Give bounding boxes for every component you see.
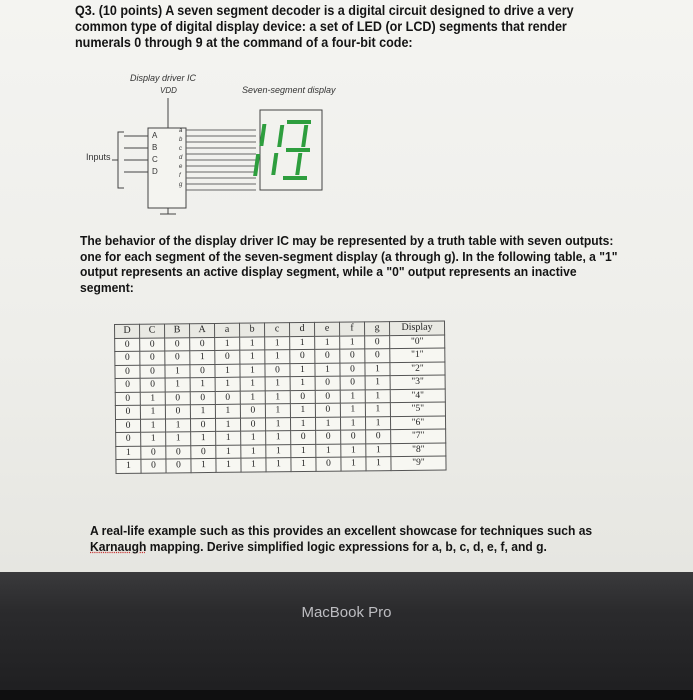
table-cell: 0 xyxy=(116,432,141,446)
table-cell: 1 xyxy=(290,376,315,390)
table-cell: 1 xyxy=(290,336,315,350)
table-cell: 0 xyxy=(190,418,215,432)
table-cell: 1 xyxy=(315,336,340,350)
table-cell: 1 xyxy=(165,378,190,392)
laptop-bezel xyxy=(0,572,693,700)
closing-text-before: A real-life example such as this provides an excellent showcase for techniques such as xyxy=(90,523,593,538)
laptop-bottom-edge xyxy=(0,690,693,700)
table-cell: 0 xyxy=(115,392,140,406)
segment-d xyxy=(283,176,307,180)
header-cell: c xyxy=(264,323,289,337)
behavior-paragraph: The behavior of the display driver IC may be represented by a truth table with seven outputs: one for each segment of the seven-segment display (a through g). In the following table, a "1" output represents an active display segment, while a "0" output represents an inactive segment: xyxy=(80,233,618,295)
table-cell: 1 xyxy=(191,458,216,472)
segment-g xyxy=(286,148,310,152)
table-cell: "6" xyxy=(390,416,445,430)
vdd-label: VDD xyxy=(160,86,177,95)
table-cell: 0 xyxy=(190,364,215,378)
table-cell: 0 xyxy=(290,349,315,363)
table-cell: 1 xyxy=(215,337,240,351)
table-cell: 1 xyxy=(365,416,390,430)
table-cell: "8" xyxy=(391,443,446,457)
table-cell: 1 xyxy=(165,364,190,378)
pin-d-label: D xyxy=(152,167,158,176)
table-cell: 1 xyxy=(240,336,265,350)
table-cell: 1 xyxy=(340,403,365,417)
table-cell: 0 xyxy=(315,403,340,417)
table-cell: 1 xyxy=(190,377,215,391)
table-cell: 0 xyxy=(315,349,340,363)
out-pin-e: e xyxy=(179,164,183,170)
schematic-svg xyxy=(80,70,380,220)
table-cell: 1 xyxy=(266,431,291,445)
table-cell: 1 xyxy=(190,404,215,418)
header-cell: C xyxy=(140,324,165,338)
table-cell: 1 xyxy=(240,390,265,404)
input-brace xyxy=(112,132,124,188)
table-cell: 0 xyxy=(190,391,215,405)
table-cell: 1 xyxy=(215,418,240,432)
table-cell: 1 xyxy=(191,431,216,445)
table-cell: 1 xyxy=(240,350,265,364)
table-cell: 0 xyxy=(215,391,240,405)
table-cell: 0 xyxy=(140,337,165,351)
table-cell: "5" xyxy=(390,402,445,416)
table-cell: 1 xyxy=(216,458,241,472)
table-cell: 1 xyxy=(215,377,240,391)
table-cell: 1 xyxy=(216,431,241,445)
table-cell: 1 xyxy=(265,377,290,391)
table-cell: 0 xyxy=(316,457,341,471)
table-row xyxy=(116,456,446,473)
table-cell: 0 xyxy=(265,363,290,377)
table-cell: 0 xyxy=(165,405,190,419)
table-cell: 1 xyxy=(190,350,215,364)
table-cell: 0 xyxy=(115,365,140,379)
header-cell: d xyxy=(289,322,314,336)
closing-text-after: mapping. Derive simplified logic expressions for a, b, c, d, e, f, and g. xyxy=(146,538,547,554)
table-cell: 1 xyxy=(366,457,391,471)
out-pin-f: f xyxy=(179,173,181,179)
table-cell: 1 xyxy=(265,404,290,418)
table-cell: 0 xyxy=(191,445,216,459)
table-cell: 1 xyxy=(266,458,291,472)
table-cell: 1 xyxy=(265,336,290,350)
out-pin-g: g xyxy=(179,182,183,188)
table-cell: 0 xyxy=(341,430,366,444)
table-cell: 1 xyxy=(166,432,191,446)
header-cell: b xyxy=(239,323,264,337)
karnaugh-word: Karnaugh xyxy=(90,538,147,554)
table-cell: 1 xyxy=(240,377,265,391)
table-cell: 1 xyxy=(341,443,366,457)
driver-label: Display driver IC xyxy=(130,73,197,83)
table-cell: 1 xyxy=(316,444,341,458)
table-cell: 0 xyxy=(291,430,316,444)
table-cell: 1 xyxy=(365,389,390,403)
table-cell: 1 xyxy=(291,457,316,471)
table-cell: 1 xyxy=(215,404,240,418)
inputs-label: Inputs xyxy=(86,152,111,162)
header-cell: g xyxy=(364,322,389,336)
display-label: Seven-segment display xyxy=(242,85,336,95)
table-cell: 1 xyxy=(240,363,265,377)
table-cell: "0" xyxy=(390,335,445,349)
segment-a xyxy=(287,120,311,124)
table-cell: 0 xyxy=(115,378,140,392)
table-cell: "4" xyxy=(390,389,445,403)
table-cell: 0 xyxy=(365,349,390,363)
table-cell: 0 xyxy=(290,390,315,404)
table-cell: 1 xyxy=(340,389,365,403)
table-cell: 0 xyxy=(165,337,190,351)
table-cell: 1 xyxy=(140,418,165,432)
macbook-logo-text: MacBook Pro xyxy=(301,604,392,621)
table-cell: 1 xyxy=(265,417,290,431)
table-cell: 1 xyxy=(116,459,141,473)
table-cell: 0 xyxy=(165,391,190,405)
pin-c-label: C xyxy=(152,155,158,164)
table-cell: 1 xyxy=(165,418,190,432)
table-cell: 0 xyxy=(140,378,165,392)
table-cell: 1 xyxy=(365,362,390,376)
out-pin-c: c xyxy=(179,146,182,152)
pin-b-label: B xyxy=(152,143,158,152)
table-cell: 1 xyxy=(315,363,340,377)
table-cell: 1 xyxy=(315,417,340,431)
header-cell: f xyxy=(339,322,364,336)
table-cell: 0 xyxy=(141,459,166,473)
table-cell: 1 xyxy=(366,443,391,457)
table-cell: 1 xyxy=(216,445,241,459)
table-cell: 0 xyxy=(165,351,190,365)
table-cell: 0 xyxy=(316,430,341,444)
out-pin-d: d xyxy=(179,155,183,161)
table-cell: 0 xyxy=(365,335,390,349)
table-cell: 0 xyxy=(315,376,340,390)
table-cell: "7" xyxy=(391,429,446,443)
table-cell: 0 xyxy=(315,390,340,404)
table-cell: 1 xyxy=(290,417,315,431)
table-cell: 1 xyxy=(116,446,141,460)
table-cell: 1 xyxy=(215,364,240,378)
output-bus xyxy=(186,130,256,190)
table-cell: 1 xyxy=(140,405,165,419)
question-text: Q3. (10 points) A seven segment decoder is a digital circuit designed to drive a very common type of digital display device: a set of LED (or LCD) segments that render numerals 0 through 9 at the command of a four-bit code: xyxy=(75,3,574,50)
table-cell: 1 xyxy=(341,457,366,471)
table-cell: 0 xyxy=(340,349,365,363)
table-cell: 0 xyxy=(366,430,391,444)
table-cell: 1 xyxy=(241,431,266,445)
table-cell: 0 xyxy=(140,351,165,365)
table-cell: 0 xyxy=(240,417,265,431)
table-cell: "1" xyxy=(390,348,445,362)
header-cell: B xyxy=(165,324,190,338)
table-cell: "2" xyxy=(390,362,445,376)
out-pin-a: a xyxy=(179,128,183,134)
truth-table-body xyxy=(115,335,446,473)
closing-paragraph xyxy=(90,523,639,554)
header-cell: D xyxy=(115,324,140,338)
table-cell: 1 xyxy=(141,432,166,446)
table-cell: 1 xyxy=(365,403,390,417)
header-cell: e xyxy=(314,322,339,336)
header-cell: a xyxy=(214,323,239,337)
table-cell: 0 xyxy=(141,445,166,459)
circuit-diagram xyxy=(80,70,380,220)
table-cell: "3" xyxy=(390,375,445,389)
table-cell: 0 xyxy=(215,350,240,364)
table-cell: 1 xyxy=(290,363,315,377)
table-cell: 1 xyxy=(266,444,291,458)
table-cell: 1 xyxy=(241,458,266,472)
table-cell: 0 xyxy=(240,404,265,418)
table-cell: 0 xyxy=(340,376,365,390)
table-cell: 1 xyxy=(365,376,390,390)
table-cell: 0 xyxy=(190,337,215,351)
out-pin-b: b xyxy=(179,137,183,143)
table-cell: 0 xyxy=(115,338,140,352)
header-cell: A xyxy=(190,323,215,337)
table-cell: 1 xyxy=(340,416,365,430)
table-cell: 1 xyxy=(290,403,315,417)
table-cell: "9" xyxy=(391,456,446,470)
table-cell: 0 xyxy=(115,351,140,365)
table-cell: 1 xyxy=(265,350,290,364)
table-cell: 1 xyxy=(291,444,316,458)
table-cell: 1 xyxy=(340,335,365,349)
truth-table xyxy=(114,321,447,474)
table-cell: 1 xyxy=(241,444,266,458)
table-cell: 0 xyxy=(340,362,365,376)
header-cell: Display xyxy=(389,321,444,335)
table-cell: 0 xyxy=(115,419,140,433)
table-cell: 0 xyxy=(115,405,140,419)
pin-a-label: A xyxy=(152,131,158,140)
table-cell: 0 xyxy=(166,445,191,459)
table-cell: 0 xyxy=(140,364,165,378)
table-cell: 1 xyxy=(265,390,290,404)
table-cell: 0 xyxy=(166,459,191,473)
table-cell: 1 xyxy=(140,391,165,405)
